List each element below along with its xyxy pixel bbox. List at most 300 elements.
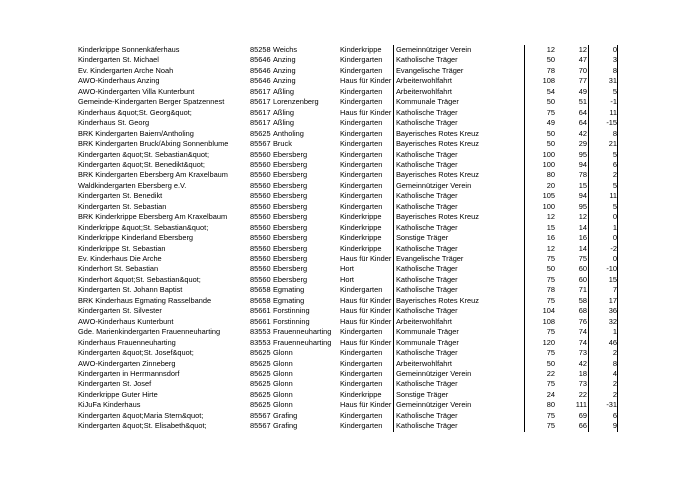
cell-value-3: 32 (608, 316, 617, 326)
cell-typ: Kinderkrippe (340, 243, 382, 253)
cell-ort: Lorenzenberg (273, 97, 319, 107)
cell-plz: 85560 (250, 170, 271, 180)
cell-value-1: 108 (542, 76, 555, 86)
cell-traeger: Gemeinnütziger Verein (396, 400, 472, 410)
cell-traeger: Katholische Träger (396, 379, 458, 389)
cell-plz: 85560 (250, 264, 271, 274)
cell-name: Kindergarten &quot;St. Sebastian&quot; (78, 149, 210, 159)
cell-ort: Glonn (273, 358, 293, 368)
cell-name: Waldkindergarten Ebersberg e.V. (78, 180, 187, 190)
cell-value-1: 75 (546, 348, 555, 358)
cell-value-1: 75 (546, 410, 555, 420)
cell-name: BRK Kindergarten Ebersberg Am Kraxelbaum (78, 170, 228, 180)
cell-name: Kindergarten &quot;St. Elisabeth&quot; (78, 421, 207, 431)
cell-typ: Kindergarten (340, 128, 383, 138)
cell-value-2: 64 (578, 118, 587, 128)
table-row[interactable] (0, 421, 700, 431)
cell-value-2: 58 (578, 295, 587, 305)
cell-plz: 85625 (250, 379, 271, 389)
table-row[interactable] (0, 87, 700, 97)
cell-typ: Kindergarten (340, 159, 383, 169)
cell-value-3: -15 (606, 118, 617, 128)
cell-ort: Anzing (273, 76, 296, 86)
cell-name: Kinderhort &quot;St. Sebastian&quot; (78, 274, 201, 284)
cell-name: AWO-Kinderhaus Kunterbunt (78, 316, 174, 326)
cell-name: Kinderkrippe Guter Hirte (78, 389, 158, 399)
table-row[interactable] (0, 160, 700, 170)
table-row[interactable] (0, 97, 700, 107)
cell-typ: Kindergarten (340, 86, 383, 96)
cell-traeger: Bayerisches Rotes Kreuz (396, 128, 479, 138)
cell-plz: 85658 (250, 295, 271, 305)
cell-value-2: 51 (578, 97, 587, 107)
cell-value-3: 7 (612, 285, 617, 295)
cell-ort: Anzing (273, 65, 296, 75)
cell-traeger: Sonstige Träger (396, 233, 449, 243)
table-row[interactable] (0, 296, 700, 306)
cell-name: Kindergarten St. Josef (78, 379, 152, 389)
cell-value-1: 24 (546, 389, 555, 399)
cell-value-2: 12 (578, 45, 587, 54)
cell-value-2: 95 (578, 201, 587, 211)
cell-value-3: 5 (612, 86, 617, 96)
cell-ort: Grafing (273, 421, 298, 431)
cell-typ: Kindergarten (340, 65, 383, 75)
cell-plz: 85560 (250, 149, 271, 159)
table-row[interactable] (0, 223, 700, 233)
cell-value-1: 75 (546, 327, 555, 337)
cell-ort: Egmating (273, 295, 305, 305)
cell-ort: Ebersberg (273, 149, 308, 159)
cell-value-3: 0 (612, 233, 617, 243)
cell-value-3: 2 (612, 389, 617, 399)
table-row[interactable] (0, 244, 700, 254)
cell-traeger: Katholische Träger (396, 264, 458, 274)
cell-ort: Frauenneuharting (273, 327, 332, 337)
cell-value-2: 73 (578, 379, 587, 389)
cell-ort: Grafing (273, 410, 298, 420)
cell-ort: Anzing (273, 55, 296, 65)
cell-typ: Kindergarten (340, 201, 383, 211)
cell-value-1: 108 (542, 316, 555, 326)
cell-value-1: 104 (542, 306, 555, 316)
cell-traeger: Gemeinnütziger Verein (396, 180, 472, 190)
cell-typ: Haus für Kinder (340, 400, 392, 410)
cell-ort: Frauenneuharting (273, 337, 332, 347)
cell-plz: 85258 (250, 45, 271, 54)
table-row[interactable] (0, 379, 700, 389)
cell-value-2: 29 (578, 139, 587, 149)
cell-value-3: 1 (612, 327, 617, 337)
cell-traeger: Bayerisches Rotes Kreuz (396, 170, 479, 180)
cell-plz: 85661 (250, 306, 271, 316)
cell-value-2: 60 (578, 274, 587, 284)
cell-value-1: 75 (546, 107, 555, 117)
cell-traeger: Katholische Träger (396, 201, 458, 211)
cell-traeger: Katholische Träger (396, 55, 458, 65)
cell-name: Kinderhort St. Sebastian (78, 264, 159, 274)
cell-value-2: 22 (578, 389, 587, 399)
cell-value-1: 75 (546, 421, 555, 431)
cell-value-2: 68 (578, 306, 587, 316)
cell-traeger: Katholische Träger (396, 118, 458, 128)
cell-traeger: Katholische Träger (396, 421, 458, 431)
cell-ort: Aßling (273, 107, 294, 117)
cell-value-1: 12 (546, 212, 555, 222)
cell-name: Kinderkrippe Sonnenkäferhaus (78, 45, 180, 54)
cell-name: BRK Kindergarten Bruck/Alxing Sonnenblume (78, 139, 229, 149)
cell-value-3: 5 (612, 201, 617, 211)
table-row[interactable] (0, 369, 700, 379)
cell-name: Kinderhaus St. Georg (78, 118, 150, 128)
cell-value-1: 50 (546, 139, 555, 149)
cell-value-2: 111 (575, 400, 587, 410)
cell-traeger: Arbeiterwohlfahrt (396, 358, 452, 368)
cell-value-2: 66 (578, 421, 587, 431)
cell-typ: Kindergarten (340, 180, 383, 190)
cell-typ: Kindergarten (340, 410, 383, 420)
cell-ort: Ebersberg (273, 159, 308, 169)
cell-typ: Haus für Kinder (340, 306, 392, 316)
cell-ort: Ebersberg (273, 254, 308, 263)
cell-value-2: 47 (578, 55, 587, 65)
cell-value-3: 2 (612, 170, 617, 180)
cell-traeger: Arbeiterwohlfahrt (396, 316, 452, 326)
cell-ort: Glonn (273, 368, 293, 378)
cell-typ: Kinderkrippe (340, 222, 382, 232)
cell-name: Gde. Marienkindergarten Frauenneuharting (78, 327, 221, 337)
cell-typ: Haus für Kinder (340, 76, 392, 86)
cell-value-1: 50 (546, 97, 555, 107)
cell-value-3: 4 (612, 368, 617, 378)
cell-plz: 85661 (250, 316, 271, 326)
cell-value-1: 75 (546, 379, 555, 389)
cell-value-3: 2 (612, 348, 617, 358)
cell-typ: Kindergarten (340, 327, 383, 337)
cell-value-3: 5 (612, 149, 617, 159)
cell-plz: 85567 (250, 421, 271, 431)
cell-value-1: 75 (546, 254, 555, 263)
cell-traeger: Bayerisches Rotes Kreuz (396, 295, 479, 305)
cell-ort: Ebersberg (273, 170, 308, 180)
cell-plz: 85658 (250, 285, 271, 295)
cell-ort: Glonn (273, 400, 293, 410)
cell-value-1: 78 (546, 285, 555, 295)
cell-traeger: Katholische Träger (396, 410, 458, 420)
cell-traeger: Katholische Träger (396, 107, 458, 117)
table-row[interactable] (0, 327, 700, 337)
cell-value-2: 70 (578, 65, 587, 75)
table-row[interactable] (0, 411, 700, 421)
cell-name: AWO-Kindergarten Villa Kunterbunt (78, 86, 195, 96)
cell-traeger: Kommunale Träger (396, 327, 459, 337)
cell-value-2: 64 (578, 107, 587, 117)
cell-value-2: 18 (578, 368, 587, 378)
table-row[interactable] (0, 359, 700, 369)
cell-name: Kindergarten St. Johann Baptist (78, 285, 183, 295)
cell-value-3: 0 (612, 45, 617, 54)
cell-value-1: 49 (546, 118, 555, 128)
cell-plz: 85625 (250, 368, 271, 378)
cell-ort: Bruck (273, 139, 292, 149)
cell-typ: Kinderkrippe (340, 45, 382, 54)
table-row[interactable] (0, 45, 700, 55)
cell-name: Ev. Kindergarten Arche Noah (78, 65, 174, 75)
cell-value-3: 11 (609, 191, 617, 201)
cell-value-3: 15 (608, 274, 617, 284)
cell-plz: 85560 (250, 212, 271, 222)
cell-value-2: 94 (578, 191, 587, 201)
cell-traeger: Katholische Träger (396, 191, 458, 201)
table-row[interactable] (0, 285, 700, 295)
cell-ort: Antholing (273, 128, 304, 138)
cell-typ: Haus für Kinder (340, 295, 392, 305)
cell-name: Kinderkrippe Kinderland Ebersberg (78, 233, 194, 243)
cell-ort: Aßling (273, 118, 294, 128)
cell-traeger: Katholische Träger (396, 243, 458, 253)
cell-value-1: 22 (546, 368, 555, 378)
cell-plz: 85560 (250, 243, 271, 253)
cell-ort: Ebersberg (273, 233, 308, 243)
cell-value-3: 17 (608, 295, 617, 305)
cell-name: Kindergarten St. Benedikt (78, 191, 163, 201)
table-row[interactable] (0, 139, 700, 149)
cell-plz: 85560 (250, 159, 271, 169)
cell-plz: 85567 (250, 139, 271, 149)
cell-value-3: 0 (612, 254, 617, 263)
cell-plz: 85646 (250, 76, 271, 86)
cell-plz: 85625 (250, 400, 271, 410)
cell-ort: Ebersberg (273, 274, 308, 284)
cell-name: KiJuFa Kinderhaus (78, 400, 141, 410)
cell-ort: Glonn (273, 389, 293, 399)
cell-plz: 85625 (250, 389, 271, 399)
cell-traeger: Evangelische Träger (396, 254, 464, 263)
table-row[interactable] (0, 390, 700, 400)
cell-plz: 85625 (250, 348, 271, 358)
cell-value-3: 46 (608, 337, 617, 347)
cell-plz: 85617 (250, 118, 271, 128)
cell-name: BRK Kindergarten Baiern/Antholing (78, 128, 194, 138)
cell-typ: Kinderkrippe (340, 389, 382, 399)
table-row[interactable] (0, 317, 700, 327)
cell-name: Kinderkrippe &quot;St. Sebastian&quot; (78, 222, 209, 232)
table-row[interactable] (0, 338, 700, 348)
cell-ort: Ebersberg (273, 212, 308, 222)
cell-value-2: 69 (578, 410, 587, 420)
table-row[interactable] (0, 108, 700, 118)
cell-name: BRK Kinderhaus Egmating Rasselbande (78, 295, 212, 305)
cell-typ: Kindergarten (340, 348, 383, 358)
cell-name: Ev. Kinderhaus Die Arche (78, 254, 162, 263)
cell-value-3: 31 (608, 76, 617, 86)
cell-value-1: 78 (546, 65, 555, 75)
cell-value-1: 16 (546, 233, 555, 243)
cell-value-2: 77 (578, 76, 587, 86)
cell-value-2: 12 (578, 212, 587, 222)
cell-name: BRK Kinderkrippe Ebersberg Am Kraxelbaum (78, 212, 228, 222)
cell-typ: Kindergarten (340, 379, 383, 389)
cell-traeger: Kommunale Träger (396, 97, 459, 107)
cell-traeger: Arbeiterwohlfahrt (396, 86, 452, 96)
cell-value-2: 71 (578, 285, 587, 295)
cell-name: AWO-Kinderhaus Anzing (78, 76, 160, 86)
cell-ort: Ebersberg (273, 201, 308, 211)
table-row[interactable] (0, 55, 700, 65)
cell-typ: Kindergarten (340, 358, 383, 368)
cell-ort: Ebersberg (273, 180, 308, 190)
cell-value-1: 12 (546, 45, 555, 54)
table-row[interactable] (0, 212, 700, 222)
cell-value-1: 15 (546, 222, 555, 232)
cell-value-2: 60 (578, 264, 587, 274)
cell-value-3: 8 (612, 65, 617, 75)
cell-value-1: 50 (546, 358, 555, 368)
cell-traeger: Evangelische Träger (396, 65, 464, 75)
table-row[interactable] (0, 348, 700, 358)
cell-value-3: 6 (612, 159, 617, 169)
cell-typ: Haus für Kinder (340, 254, 392, 263)
cell-value-3: -2 (610, 243, 617, 253)
table-row[interactable] (0, 202, 700, 212)
cell-value-2: 14 (578, 222, 587, 232)
cell-value-3: 1 (612, 222, 617, 232)
cell-typ: Haus für Kinder (340, 107, 392, 117)
cell-ort: Ebersberg (273, 243, 308, 253)
cell-value-3: 3 (612, 55, 617, 65)
table-row[interactable] (0, 191, 700, 201)
cell-value-2: 94 (578, 159, 587, 169)
table-row[interactable] (0, 118, 700, 128)
cell-value-2: 78 (578, 170, 587, 180)
table-row[interactable] (0, 400, 700, 410)
table-row[interactable] (0, 170, 700, 180)
cell-plz: 85617 (250, 86, 271, 96)
cell-traeger: Sonstige Träger (396, 389, 449, 399)
cell-value-1: 100 (542, 159, 555, 169)
cell-value-2: 74 (578, 327, 587, 337)
cell-plz: 85560 (250, 222, 271, 232)
cell-value-3: 5 (612, 180, 617, 190)
cell-plz: 85625 (250, 128, 271, 138)
cell-value-3: 36 (608, 306, 617, 316)
cell-name: Kindergarten &quot;St. Josef&quot; (78, 348, 194, 358)
cell-name: Kindergarten St. Sebastian (78, 201, 167, 211)
cell-value-1: 100 (542, 149, 555, 159)
cell-traeger: Katholische Träger (396, 159, 458, 169)
table-row[interactable] (0, 275, 700, 285)
cell-name: Kinderhaus &quot;St. Georg&quot; (78, 107, 192, 117)
cell-plz: 85617 (250, 97, 271, 107)
cell-name: Kindergarten in Herrmannsdorf (78, 368, 180, 378)
cell-value-1: 100 (542, 201, 555, 211)
cell-traeger: Katholische Träger (396, 348, 458, 358)
cell-traeger: Kommunale Träger (396, 337, 459, 347)
cell-ort: Forstinning (273, 306, 310, 316)
cell-traeger: Arbeiterwohlfahrt (396, 76, 452, 86)
cell-value-2: 75 (578, 254, 587, 263)
table-row[interactable] (0, 233, 700, 243)
cell-value-2: 42 (578, 358, 587, 368)
cell-value-3: 9 (612, 421, 617, 431)
cell-ort: Ebersberg (273, 222, 308, 232)
table-row[interactable] (0, 150, 700, 160)
table-row[interactable] (0, 66, 700, 76)
cell-plz: 83553 (250, 337, 271, 347)
cell-typ: Kinderkrippe (340, 233, 382, 243)
cell-value-2: 16 (578, 233, 587, 243)
cell-traeger: Bayerisches Rotes Kreuz (396, 139, 479, 149)
cell-plz: 85617 (250, 107, 271, 117)
cell-value-1: 80 (546, 400, 555, 410)
cell-value-1: 50 (546, 264, 555, 274)
cell-traeger: Gemeinnütziger Verein (396, 45, 472, 54)
cell-value-1: 80 (546, 170, 555, 180)
table-row[interactable] (0, 129, 700, 139)
cell-typ: Hort (340, 264, 354, 274)
cell-typ: Kindergarten (340, 191, 383, 201)
cell-value-3: 6 (612, 410, 617, 420)
cell-plz: 85646 (250, 55, 271, 65)
cell-value-3: 11 (609, 107, 617, 117)
cell-name: Kinderkrippe St. Sebastian (78, 243, 166, 253)
cell-value-2: 76 (578, 316, 587, 326)
cell-value-1: 50 (546, 128, 555, 138)
cell-value-3: 8 (612, 128, 617, 138)
cell-ort: Egmating (273, 285, 305, 295)
cell-plz: 85646 (250, 65, 271, 75)
table-row[interactable] (0, 254, 700, 264)
cell-plz: 85560 (250, 274, 271, 284)
cell-plz: 85625 (250, 358, 271, 368)
cell-ort: Weichs (273, 45, 298, 54)
cell-plz: 85560 (250, 254, 271, 263)
cell-value-1: 12 (546, 243, 555, 253)
cell-typ: Kindergarten (340, 149, 383, 159)
cell-plz: 85567 (250, 410, 271, 420)
cell-ort: Ebersberg (273, 191, 308, 201)
table-row[interactable] (0, 181, 700, 191)
cell-value-1: 75 (546, 274, 555, 284)
cell-ort: Glonn (273, 379, 293, 389)
cell-value-1: 20 (546, 180, 555, 190)
cell-traeger: Bayerisches Rotes Kreuz (396, 212, 479, 222)
cell-typ: Kindergarten (340, 97, 383, 107)
cell-ort: Glonn (273, 348, 293, 358)
cell-plz: 85560 (250, 201, 271, 211)
cell-value-3: 2 (612, 379, 617, 389)
table-row[interactable] (0, 76, 700, 86)
table-row[interactable] (0, 264, 700, 274)
cell-traeger: Katholische Träger (396, 274, 458, 284)
cell-typ: Kindergarten (340, 139, 383, 149)
cell-typ: Kinderkrippe (340, 212, 382, 222)
cell-value-2: 42 (578, 128, 587, 138)
cell-traeger: Katholische Träger (396, 222, 458, 232)
cell-typ: Kindergarten (340, 118, 383, 128)
cell-plz: 85560 (250, 191, 271, 201)
cell-ort: Ebersberg (273, 264, 308, 274)
cell-plz: 85560 (250, 233, 271, 243)
cell-value-2: 15 (578, 180, 587, 190)
cell-value-2: 73 (578, 348, 587, 358)
cell-value-3: -31 (606, 400, 617, 410)
cell-value-1: 54 (546, 86, 555, 96)
table-row[interactable] (0, 306, 700, 316)
cell-typ: Kindergarten (340, 285, 383, 295)
cell-value-1: 105 (542, 191, 555, 201)
cell-ort: Forstinning (273, 316, 310, 326)
